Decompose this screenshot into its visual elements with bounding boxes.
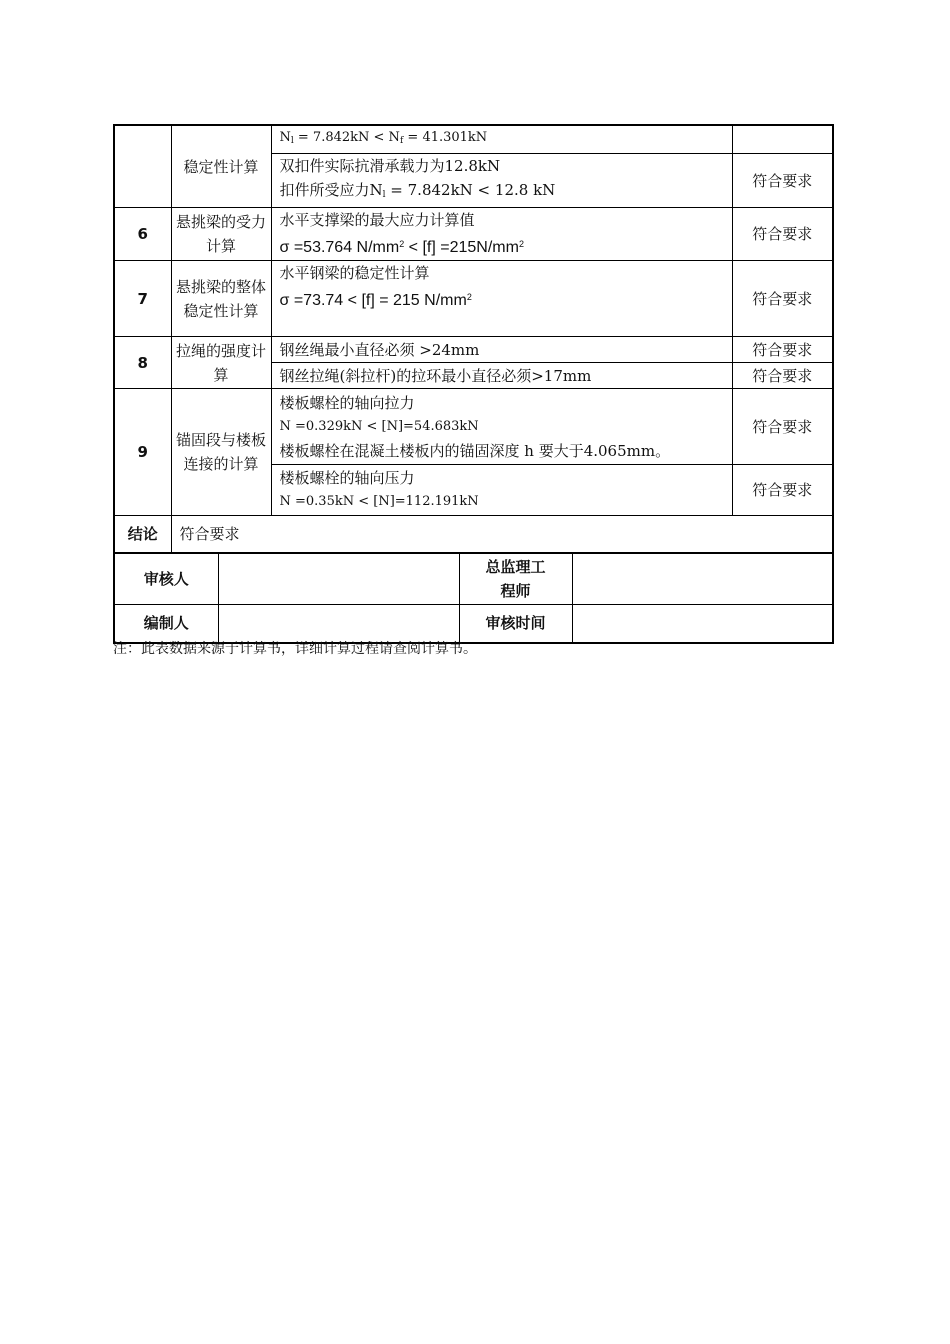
result-8a: 符合要求 <box>732 337 833 363</box>
bolt-tension-content <box>271 389 732 465</box>
rope-diameter-check: 钢丝绳最小直径必须 >24mm <box>271 337 732 363</box>
chief-supervisor-label: 总监理工程师 <box>459 554 572 605</box>
item-stability: 稳定性计算 <box>171 125 271 208</box>
bolt-compression-content <box>271 465 732 516</box>
row-number-empty <box>114 125 171 208</box>
conclusion-label: 结论 <box>114 516 171 553</box>
result-9a: 符合要求 <box>732 389 833 465</box>
review-time-label: 审核时间 <box>459 605 572 643</box>
item-anchorage: 锚固段与楼板连接的计算 <box>171 389 271 516</box>
bolt-tension-line3: 楼板螺栓在混凝土楼板内的锚固深度 h 要大于4.065mm。 <box>279 441 671 460</box>
row-number-7: 7 <box>114 261 171 337</box>
bolt-compression-line1: 楼板螺栓的轴向压力 <box>279 469 415 487</box>
cantilever-force-line2: σ =53.764 $N/mm^2 < [f] =215N/mm^2$ <box>279 239 524 256</box>
signature-table <box>113 554 834 644</box>
result-empty <box>732 125 833 154</box>
double-fastener-line1: 双扣件实际抗滑承载力为12.8kN <box>279 157 501 175</box>
item-cantilever-force: 悬挑梁的受力计算 <box>171 208 271 261</box>
reviewer-label: 审核人 <box>114 554 218 605</box>
cantilever-force-line1: 水平支撑梁的最大应力计算值 <box>279 211 475 229</box>
review-time-field <box>572 605 833 643</box>
stability-fastener-check: $N_l = 7.842kN < N_f = 41.301kN$ <box>271 125 732 154</box>
cantilever-stability-line1: 水平钢梁的稳定性计算 <box>279 264 430 282</box>
calculation-summary-sheet <box>113 124 832 644</box>
result-5: 符合要求 <box>732 154 833 208</box>
result-8b: 符合要求 <box>732 363 833 389</box>
result-9b: 符合要求 <box>732 465 833 516</box>
bolt-compression-line2: N =0.35kN < [N]=112.191kN <box>279 494 479 509</box>
compiler-field <box>218 605 459 643</box>
reviewer-field <box>218 554 459 605</box>
double-fastener-check <box>271 154 732 208</box>
row-number-6: 6 <box>114 208 171 261</box>
result-7: 符合要求 <box>732 261 833 337</box>
cantilever-stability-line2: σ =73.74 < [f] = 215 $N/mm^2$ <box>279 292 472 309</box>
item-cantilever-stability: 悬挑梁的整体稳定性计算 <box>171 261 271 337</box>
bolt-tension-line2: N =0.329kN < [N]=54.683kN <box>279 418 479 434</box>
conclusion-value: 符合要求 <box>171 516 833 553</box>
bolt-tension-line1: 楼板螺栓的轴向拉力 <box>279 393 415 412</box>
double-fastener-line2: 扣件所受应力$N_l = 7.842kN < 12.8$ kN <box>279 181 556 200</box>
footnote: 注：此表数据来源于计算书，详细计算过程请查阅计算书。 <box>113 641 477 657</box>
cantilever-force-content <box>271 208 732 261</box>
result-6: 符合要求 <box>732 208 833 261</box>
row-number-8: 8 <box>114 337 171 389</box>
ring-diameter-check: 钢丝拉绳(斜拉杆)的拉环最小直径必须>17mm <box>271 363 732 389</box>
item-rope-strength: 拉绳的强度计算 <box>171 337 271 389</box>
calculation-table <box>113 124 834 554</box>
row-number-9: 9 <box>114 389 171 516</box>
cantilever-stability-content <box>271 261 732 337</box>
compiler-label: 编制人 <box>114 605 218 643</box>
chief-supervisor-field <box>572 554 833 605</box>
